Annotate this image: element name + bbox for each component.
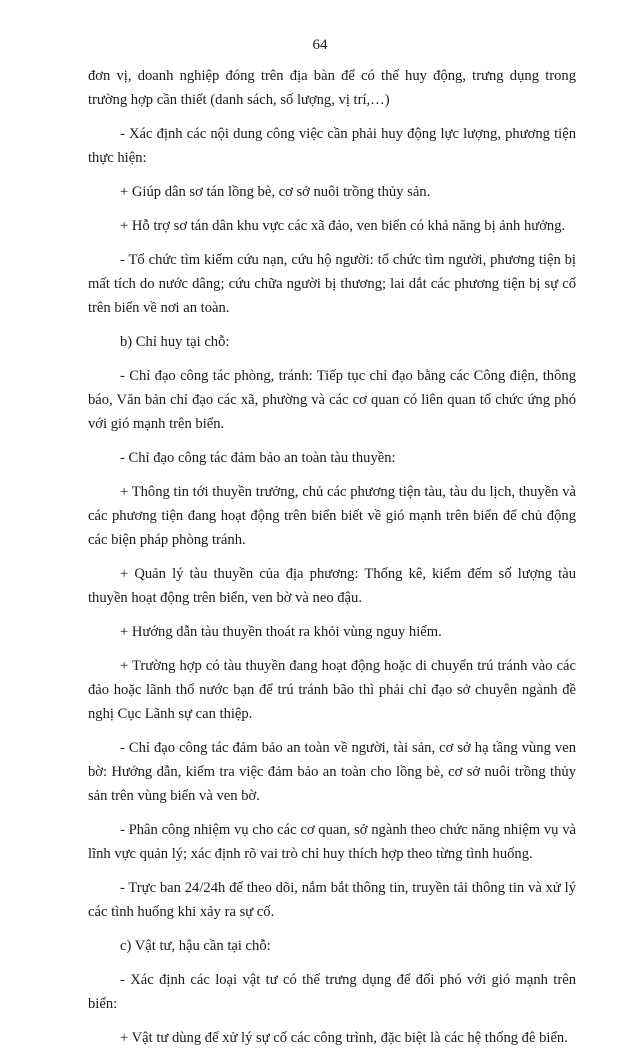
body-text: [88, 64, 576, 1060]
paragraph: - Xác định các loại vật tư có thể trưng dụng để đối phó với gió mạnh trên biển:: [88, 972, 576, 1012]
paragraph: + Hướng dẫn tàu thuyền thoát ra khỏi vùng nguy hiểm.: [120, 624, 442, 640]
page-number: 64: [312, 37, 328, 53]
paragraph: + Vật tư dùng để xử lý sự cố các công trình, đặc biệt là các hệ thống đê biển.: [120, 1030, 568, 1046]
paragraph: - Chỉ đạo công tác phòng, tránh: Tiếp tục chỉ đạo bằng các Công điện, thông báo, Văn bản chỉ đạo các xã, phường và các cơ quan có liên quan tổ chức ứng phó với gió mạnh trên biển.: [88, 368, 576, 432]
paragraph: + Trường hợp có tàu thuyền đang hoạt động hoặc di chuyển trú tránh vào các đảo hoặc lãnh thổ nước bạn để trú tránh bão thì phải chỉ đạo sở chuyên ngành đề nghị Cục Lãnh sự can thiệp.: [88, 658, 576, 722]
paragraph: - Tổ chức tìm kiếm cứu nạn, cứu hộ người: tổ chức tìm người, phương tiện bị mất tích do nước dâng; cứu chữa người bị thương; lai dắt các phương tiện bị sự cố trên biển về nơi an toàn.: [88, 252, 576, 316]
paragraph: + Quản lý tàu thuyền của địa phương: Thống kê, kiểm đếm số lượng tàu thuyền hoạt động trên biển, ven bờ và neo đậu.: [88, 566, 576, 606]
paragraph: - Chỉ đạo công tác đảm bảo an toàn tàu thuyền:: [120, 450, 396, 466]
section-heading: b) Chỉ huy tại chỗ:: [120, 334, 230, 350]
paragraph: - Chỉ đạo công tác đảm bảo an toàn về người, tài sản, cơ sở hạ tầng vùng ven bờ: Hướng dẫn, kiểm tra việc đảm bảo an toàn cho lồng bè, cơ sở nuôi trồng thủy sản trên vùng biển và ven bờ.: [88, 740, 576, 804]
paragraph: + Hỗ trợ sơ tán dân khu vực các xã đảo, ven biển có khả năng bị ảnh hưởng.: [120, 218, 566, 234]
paragraph: + Giúp dân sơ tán lồng bè, cơ sở nuôi trồng thủy sản.: [120, 184, 431, 200]
section-heading: c) Vật tư, hậu cần tại chỗ:: [120, 938, 271, 954]
paragraph: + Thông tin tới thuyền trưởng, chủ các phương tiện tàu, tàu du lịch, thuyền và các phương tiện đang hoạt động trên biển biết về gió mạnh trên biển để chủ động các biện pháp phòng tránh.: [88, 484, 576, 548]
paragraph: - Trực ban 24/24h để theo dõi, nắm bắt thông tin, truyền tải thông tin và xử lý các tình huống khi xảy ra sự cố.: [88, 880, 576, 920]
paragraph: - Xác định các nội dung công việc cần phải huy động lực lượng, phương tiện thực hiện:: [88, 126, 576, 166]
paragraph: đơn vị, doanh nghiệp đóng trên địa bàn để có thể huy động, trưng dụng trong trường hợp cần thiết (danh sách, số lượng, vị trí,…): [88, 68, 576, 108]
paragraph: - Phân công nhiệm vụ cho các cơ quan, sở ngành theo chức năng nhiệm vụ và lĩnh vực quản lý; xác định rõ vai trò chỉ huy thích hợp theo từng tình huống.: [88, 822, 576, 862]
